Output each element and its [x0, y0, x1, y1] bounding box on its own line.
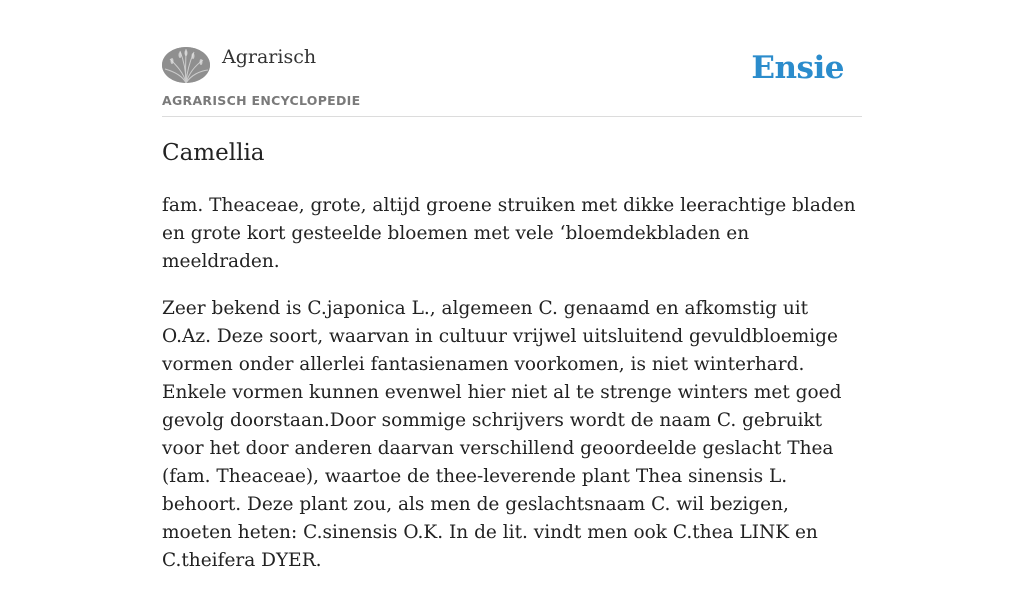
- source-subtitle[interactable]: AGRARISCH ENCYCLOPEDIE: [162, 93, 361, 108]
- source-name[interactable]: Agrarisch: [222, 46, 317, 68]
- brand-logo[interactable]: Ensie: [751, 50, 844, 86]
- article-paragraph: Zeer bekend is C.japonica L., algemeen C. genaamd en afkomstig uit O.Az. Deze soort, waarvan in cultuur vrijwel uitsluitend gevuldbloemige vormen onder allerlei fantasienamen voorkomen, is niet winterhard. Enkele vormen kunnen evenwel hier niet al te strenge winters met goed gevolg doorstaan.Door sommige schrijvers wordt de naam C. gebruikt voor het door anderen daarvan verschillend geoordeelde geslacht Thea (fam. Theaceae), waartoe de thee-leverende plant Thea sinensis L. behoort. Deze plant zou, als men de geslachtsnaam C. wil bezigen, moeten heten: C.sinensis O.K. In de lit. vindt men ook C.thea LINK en C.theifera DYER.: [162, 298, 842, 571]
- article-paragraph: fam. Theaceae, grote, altijd groene struiken met dikke leerachtige bladen en grote kort gesteelde bloemen met vele ‘bloemdekbladen en meeldraden.: [162, 195, 856, 272]
- article-body: [162, 192, 862, 594]
- source-header: [162, 44, 862, 117]
- article-title: Camellia: [162, 140, 265, 166]
- wheat-icon[interactable]: [162, 47, 210, 83]
